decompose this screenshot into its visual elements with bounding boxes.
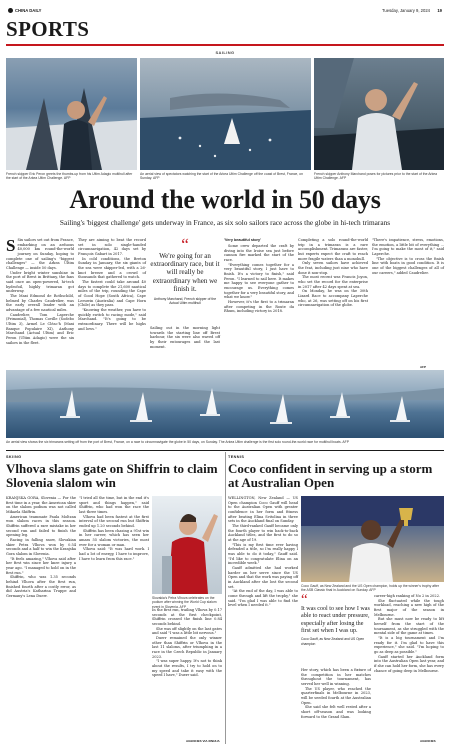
body-paragraph: The US player, who reached the quarterfinals in Melbourne in 2023, will be seeded fourth at the Australian Open.: [301, 686, 371, 705]
sailing-column-6: [372, 238, 444, 275]
body-paragraph: "This is my first time ever having defended a title, so I'm really happy I was able to do it today," Gauff said. "I'd like to congratulate Elina on an incredible week.": [228, 542, 298, 566]
sailing-column-2: [78, 238, 146, 331]
body-paragraph: Only seven sailors have achieved the feat, including just nine who have done it non-stop.: [298, 261, 368, 275]
body-paragraph: Caudrelier, Tom Laperche (Primonial), Thomas Coville (Sodebo Ultim 3), Armel Le Cléac'h (Maxi Banque Populaire XI), Anthony Marchand (Actual Ultim) and Eric Peron (Ultim Adagio) were the six sailors in the fleet.: [6, 312, 74, 345]
body-paragraph: They are aiming to beat the record set in solo single-handed circumnavigation, 42 days set by François Gabart in 2017.: [78, 238, 146, 257]
vlhova-photo-illustration: [152, 496, 222, 594]
body-paragraph: career-high ranking of No 2 in 2022.: [374, 594, 441, 598]
body-paragraph: "The objective is to cross the finish line with boats in good condition. It is one of the biggest challenges of all of our careers," added Caudrelier.: [372, 256, 444, 275]
skiing-headline: Vlhova slams gate on Shiffrin to claim Slovenia slalom win: [6, 461, 218, 491]
body-paragraph: WELLINGTON, New Zealand — US Open champion Coco Gauff will head to the Australian Open with greater confidence in her form and fitness after beating Elina Svitolina in three sets in the Auckland final on Sunday.: [228, 496, 298, 524]
body-paragraph: "Everything comes together for a very beautiful story, I just have to finish. It's a victory to finish," said Peron. "I learned to sail here. It makes me happy to see everyone gather to encourage us. Everything comes together for a very beautiful story, and what we know.": [224, 262, 294, 300]
photo-caption-middle: An aerial view of spectators watching the start of the Arkea Ultim Challenge off the coast of Brest, France, on Sunday. AFP: [140, 172, 303, 181]
body-paragraph: Shiffrin, who was 1.35 seconds behind Vlhova after the first run, finished fourth after a costly error, as did Austria's Katharina Truppe and Germany's Lena Duerr.: [6, 575, 76, 599]
body-paragraph: American teammate Paula Moltzan won slalom races in this season. Shiffrin suffered a rare mistake in her second run and failed to finish the opening leg.: [6, 514, 76, 538]
photo-skipper-peron: [6, 58, 137, 170]
body-paragraph: In cold conditions, the Breton Sunday in January, the six giants of the sea were skipper-led, with a 26-knot breeze and a crowd of thousands that gathered to watch.: [78, 256, 146, 280]
body-paragraph: "At the end of the day, I was able to come through and lift the trophy," she said. "I'm glad I was able to find the level when I needed it.": [228, 589, 298, 608]
body-paragraph: Vlhova had been fastest at the first interval of the second run but Shiffrin ended up 1.20 seconds behind.: [79, 514, 149, 529]
skipper-photo-illustration: [6, 58, 137, 170]
body-paragraph: "I was super happy. It's not to think about the results, I try to hold on to my speed and take it easy with the speed I have," Duerr said.: [152, 659, 222, 678]
body-paragraph: Some crew departed the craft by diving into the Iroise sea just before cannon fire marked the start of the race.: [224, 244, 294, 263]
lead-paragraph: Six sailors set out from France, embarking on an arduous 40,000 km round-the-world journey on Sunday, hoping to complete one of sailing's "biggest challenges" — the Arkea Ultim Challenge — inside 50 days.: [6, 238, 74, 271]
body-paragraph: Completing a solo round-the-world trip in a trimaran is a rare accomplishment. Trimarans are faster, but experts expect the craft to reach more fragile waters than a monohull.: [298, 238, 368, 261]
publication-name: CHINA DAILY: [15, 8, 42, 13]
tennis-quote-attribution: Coco Gauff, as New Zealand and US Open champion: [301, 637, 365, 646]
sailing-headline: Around the world in 50 days: [69, 185, 381, 214]
fleet-photo-illustration: [6, 370, 444, 438]
photo-caption-right: French skipper Anthony Marchand poses for pictures prior to the start of the Arkea Ultim Challenge. AFP: [314, 172, 438, 181]
body-paragraph: "It feels amazing," Vlhova said after her first win since her knee injury a year ago. "I managed to hold on in the first run.": [6, 556, 76, 575]
aerial-photo-illustration: [140, 58, 311, 170]
publication-logo: [8, 8, 41, 13]
body-paragraph: Racing in falling snow, Slovakian skier Petra Vlhova won by 0.54 seconds and a half to win the Kranjska Gora slalom in Slovenia.: [6, 538, 76, 557]
skiing-sign-off: AGENCIES VIA XINHUA: [186, 739, 220, 743]
body-paragraph: [6, 238, 74, 271]
body-paragraph: Gauff started her Auckland form into the Australian Open last year, and if she can hold her form, she has every chance of going deep in Melbourne.: [374, 654, 444, 673]
quote-mark-icon: “: [301, 592, 308, 608]
body-paragraph: Vlhova said: "It was hard work. I had a lot of energy, I have to improve, I have to learn from this race.": [79, 547, 149, 561]
tennis-column-1: [228, 496, 298, 608]
skiing-column-3: [152, 608, 222, 678]
photo-caption-skiing: Slovakia's Petra Vlhova celebrates on the podium after winning the World Cup slalom event in Slovenia. AFP: [152, 596, 217, 609]
sailing-subhead: Sailing's 'biggest challenge' gets underway in France, as six solo sailors race across the globe in hi-tech trimarans: [59, 218, 391, 227]
photo-caption-tennis: Coco Gauff, as New Zealand and the US Open champion, holds up the winner's trophy after the ASB Classic final in Auckland on Sunday. AFP: [301, 584, 439, 593]
body-paragraph: "Knowing the weather, you have to quickly switch to racing mode," said Marchand. "It's going to be extraordinary. There will be highs and lows.": [78, 308, 146, 331]
body-paragraph: "There's impatience, stress, emotions, the emotion, a little bit of everything ... I'm going to make the most of it," said Laperche.: [372, 238, 444, 257]
logo-mark-icon: [8, 8, 13, 13]
body-paragraph: The most recent was Francis Joyon, who set the record for the enterprise in 2017 after 42 days spent at sea.: [298, 275, 368, 289]
section-divider: [6, 450, 444, 451]
body-paragraph: Shiffrin has been chasing a 91st win in her career, which has seen her amass 55 slalom victories, the most ever for a woman or man.: [79, 528, 149, 547]
body-paragraph: On Monday, he was on the 30th Lizard Race to accompany Laperche who, at 26, was setting off on his first circumnavigation of the globe.: [298, 289, 368, 308]
body-paragraph: In the first run, trailing Vlhova by 0.17 seconds at the first checkpoint, Shiffrin crossed the finish line 0.84 seconds behind.: [152, 608, 222, 627]
body-paragraph: Her story, which has been a fixture of the competition in her matches throughout the tournament, has served her well in winning.: [301, 668, 371, 687]
skiing-kicker: SKIING: [6, 455, 22, 459]
sailing-column-5: [298, 238, 368, 308]
photo-aerial-spectators: [140, 58, 311, 170]
tennis-headline: Coco confident in serving up a storm at Australian Open: [228, 461, 433, 491]
sailing-sign-off: AFP: [420, 365, 426, 369]
body-paragraph: The fastest could take around 40 days to complete the 21,600 nautical miles of the trip, rounding the Cape of Good Hope (South Africa), Cape Leeuwin (Australia) and Cape Horn (Chile) as they pass.: [78, 280, 146, 308]
body-paragraph: She was off slightly on the last gates and said "I was a little bit nervous.": [152, 626, 222, 636]
gauff-photo-illustration: [301, 496, 444, 582]
body-paragraph: The third-ranked Gauff became only the fourth player to win back-to-back Auckland titles, and the first to do so at the age of 19.: [228, 524, 298, 543]
body-paragraph: However, it's the first to a trimaran after competing in the Route du Rhum, including victory in 2018.: [224, 300, 294, 314]
body-paragraph: Sailing out in the morning light towards the starting line off Brest harbour, the six were also waved off by their entourages and the last moment.: [150, 326, 220, 349]
body-paragraph: "It is a big tournament and I'm ready for it. I'm glad to have this experience," she said. "I'm hoping to go as deep as possible.": [374, 636, 444, 655]
tennis-kicker: TENNIS: [228, 455, 245, 459]
sailing-column-1: [6, 238, 74, 345]
photo-skipper-marchand: [314, 58, 444, 170]
section-title: SPORTS: [6, 17, 90, 41]
sailing-kicker: SAILING: [215, 50, 235, 55]
quote-mark-icon: “: [181, 235, 189, 254]
pull-quote: [150, 235, 220, 305]
masthead: [8, 7, 442, 17]
skiing-column-1: [6, 496, 76, 599]
body-paragraph: She said she felt well rested after a short off-season and was looking forward to the Grand Slam.: [301, 705, 371, 719]
tennis-column-3: [374, 594, 444, 673]
tennis-pull-quote: [301, 594, 371, 646]
photo-caption-left: French skipper Eric Peron greets the thumbs-up from his Ultim Adagio multihull after the start of the Arkea Ultim Challenge. AFP: [6, 172, 133, 181]
skiing-column-2: [79, 496, 149, 561]
body-paragraph: "I tried all the time, but in the end it's sport and things happen," said Shiffrin, who had won the race the last three times.: [79, 496, 149, 515]
tennis-quote-text: It was cool to see how I was able to react under pressure, especially after losing the first set when I was up.: [301, 606, 370, 634]
body-paragraph: But she must now be ready to lift herself from the start of the tournament, as she struggled with the mental side of the game at times.: [374, 617, 444, 636]
body-paragraph: KRANJSKA GORA, Slovenia — For the first time in a year, the American skier on the slalom podium was not called Mikaela Shiffrin.: [6, 496, 76, 515]
photo-caption-wide: An aerial view shows the six trimarans setting off from the port of Brest, France, on a race to circumnavigate the globe in 50 days, on Sunday. The Arkea Ultim challenge is the first solo round-the-world race for multihull boats. AFP: [6, 440, 349, 444]
photo-vlhova-podium: [152, 496, 222, 594]
issue-date: Tuesday, January 9, 2024: [382, 8, 430, 13]
sailing-column-4: [224, 238, 294, 314]
photo-gauff-trophy: [301, 496, 444, 582]
pull-quote-text: We're going for an extraordinary race, but it will really be extraordinary when we finish it.: [150, 251, 220, 294]
body-paragraph: Duerr remained the only winner other than Shiffrin or Vlhova in the last 11 slaloms, after triumphing in a race in the Czech Republic in January 2023.: [152, 636, 222, 659]
drop-cap: S: [6, 236, 16, 255]
pull-quote-attribution: Anthony Marchand, French skipper of the Actual Ultim multihull: [153, 296, 217, 305]
tennis-sign-off: AGENCIES: [420, 739, 436, 743]
sailing-column-3: [150, 326, 220, 349]
column-divider: [225, 452, 226, 744]
tennis-column-2: [301, 668, 371, 719]
photo-trimarans-fleet: [6, 370, 444, 438]
crosshead: 'Very beautiful story': [224, 238, 262, 242]
body-paragraph: The Maxi Edmond de Rothschild, helmed by Charles Caudrelier, was the early overall leader with an advantage of a few nautical miles.: [6, 294, 74, 313]
body-paragraph: She fluctuated while the tough workload, reaching a new high of the first major of the season in Melbourne.: [374, 598, 444, 617]
section-rule: [6, 44, 444, 46]
marchand-photo-illustration: [314, 58, 444, 170]
body-paragraph: Gauff admitted she had worked harder on her serve since the US Open and that the work was paying off in Auckland after she lost the second set.: [228, 566, 298, 589]
body-paragraph: Under bright winter sunshine in the port of Brest in Brittany, the fans said once an open-powered, hi-tech hydrofoil, highly trimaran got underway.: [6, 270, 74, 294]
page-number: 19: [437, 8, 442, 13]
